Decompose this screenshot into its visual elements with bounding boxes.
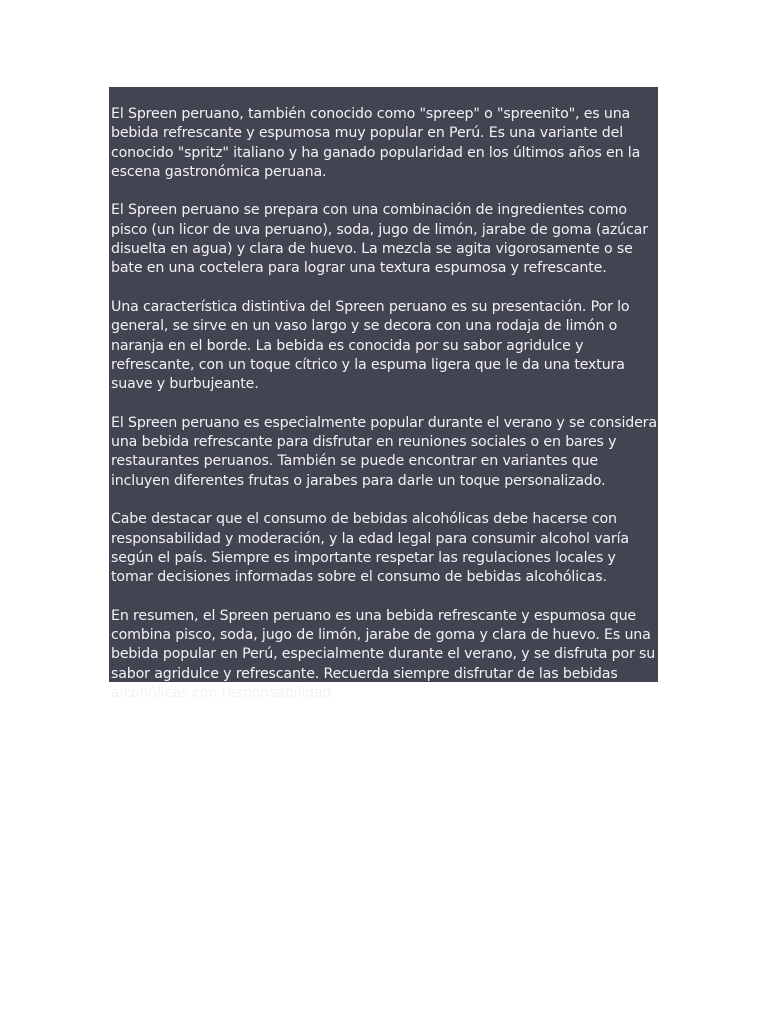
text-block: [109, 87, 658, 701]
paragraph-presentation: Una característica distintiva del Spreen peruano es su presentación. Por lo general, se sirve en un vaso largo y se decora con una rodaja de limón o naranja en el borde. La bebida es conocida por su sabor agridulce y refrescante, con un toque cítrico y la espuma ligera que le da una textura suave y burbujeante.: [111, 298, 630, 393]
paragraph-popularity: El Spreen peruano es especialmente popular durante el verano y se considera una bebida refrescante para disfrutar en reuniones sociales o en bares y restaurantes peruanos. También se puede encontrar en variantes que incluyen diferentes frutas o jarabes para darle un toque personalizado.: [111, 414, 657, 489]
paragraph-summary: En resumen, el Spreen peruano es una bebida refrescante y espumosa que combina pisco, soda, jugo de limón, jarabe de goma y clara de huevo. Es una bebida popular en Perú, especialmente durante el verano, y se disfruta por su sabor agridulce y refrescante. Recuerda siempre disfrutar de las bebidas alcohólicas con responsabilidad.: [111, 607, 656, 701]
paragraph-preparation: El Spreen peruano se prepara con una combinación de ingredientes como pisco (un licor de uva peruano), soda, jugo de limón, jarabe de goma (azúcar disuelta en agua) y clara de huevo. La mezcla se agita vigorosamente o se bate en una coctelera para lograr una textura espumosa y refrescante.: [111, 202, 648, 277]
paragraph-responsibility: Cabe destacar que el consumo de bebidas alcohólicas debe hacerse con responsabilidad y moderación, y la edad legal para consumir alcohol varía según el país. Siempre es importante respetar las regulaciones locales y tomar decisiones informadas sobre el consumo de bebidas alcohólicas.: [111, 511, 629, 586]
paragraph-intro: El Spreen peruano, también conocido como "spreep" o "spreenito", es una bebida refrescante y espumosa muy popular en Perú. Es una variante del conocido "spritz" italiano y ha ganado popularidad en los últimos años en la escena gastronómica peruana.: [111, 106, 641, 180]
